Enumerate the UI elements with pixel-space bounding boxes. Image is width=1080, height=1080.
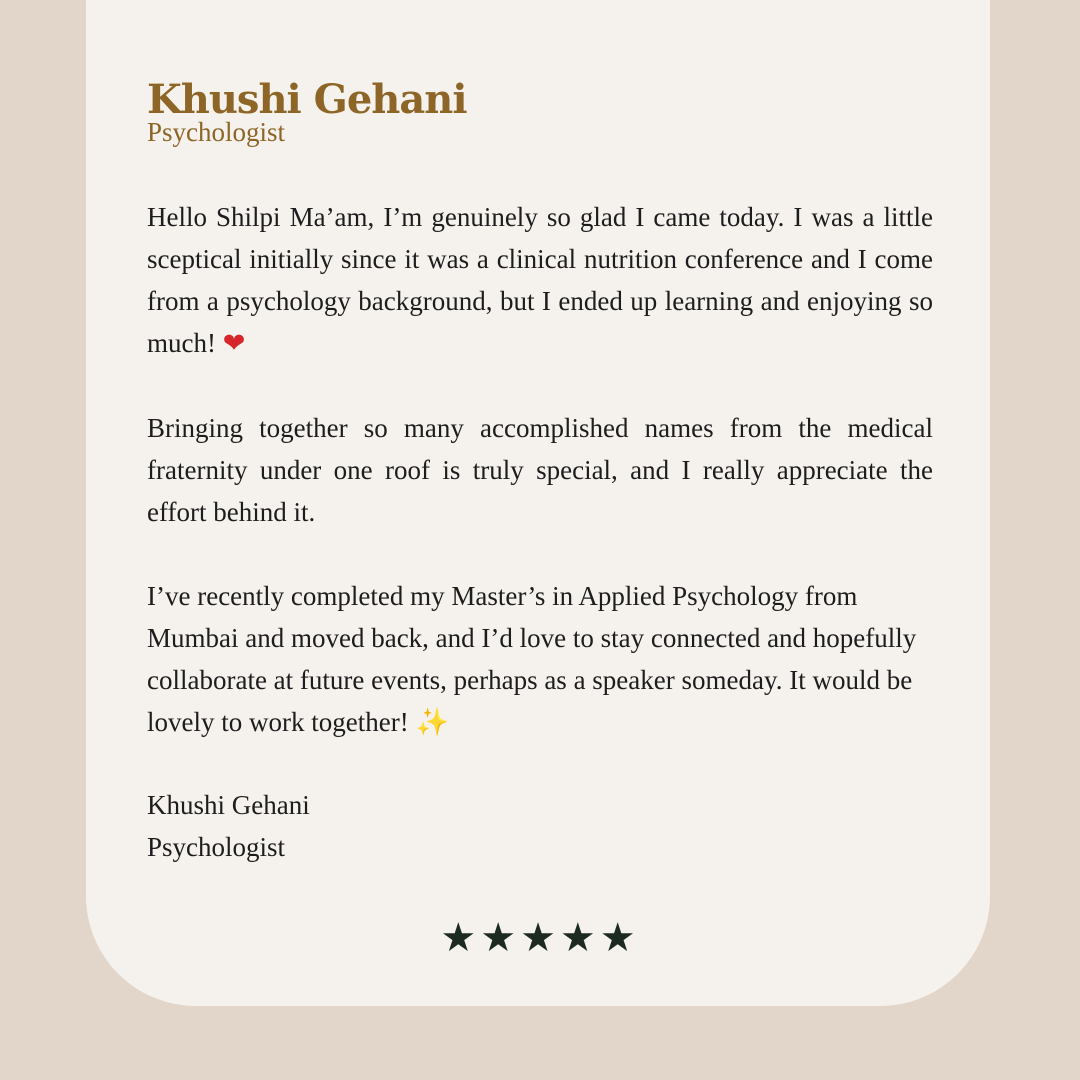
- star-icon: ★: [480, 915, 521, 961]
- testimonial-message: [147, 196, 933, 744]
- message-paragraph-3: [147, 575, 933, 744]
- message-paragraph-3-text: I’ve recently completed my Master’s in Applied Psychology from Mumbai and moved back, and I’d love to stay connected and hopefully collaborate at future events, perhaps as a speaker someday. It would be lovely to work together!: [147, 581, 917, 737]
- heart-icon: ❤: [222, 328, 246, 359]
- testimonial-content: [147, 76, 933, 868]
- star-rating: [0, 916, 1080, 960]
- star-icon: ★: [559, 915, 600, 961]
- sparkles-icon: ✨: [415, 707, 450, 738]
- signature-role: Psychologist: [147, 832, 286, 862]
- author-role-subtitle: Psychologist: [147, 117, 286, 147]
- signature-block: [147, 784, 933, 868]
- star-icon: ★: [599, 915, 640, 961]
- message-paragraph-1: [147, 196, 933, 365]
- message-paragraph-1-text: Hello Shilpi Ma’am, I’m genuinely so glad I came today. I was a little sceptical initially since it was a clinical nutrition conference and I come from a psychology background, but I ended up learning and enjoying so much!: [147, 202, 933, 358]
- author-name-heading: Khushi Gehani: [147, 76, 467, 123]
- message-paragraph-2: Bringing together so many accomplished names from the medical fraternity under one roof is truly special, and I really appreciate the effort behind it.: [147, 413, 933, 527]
- signature-name: Khushi Gehani: [147, 790, 310, 820]
- star-icon: ★: [520, 915, 560, 961]
- star-icon: ★: [440, 915, 481, 961]
